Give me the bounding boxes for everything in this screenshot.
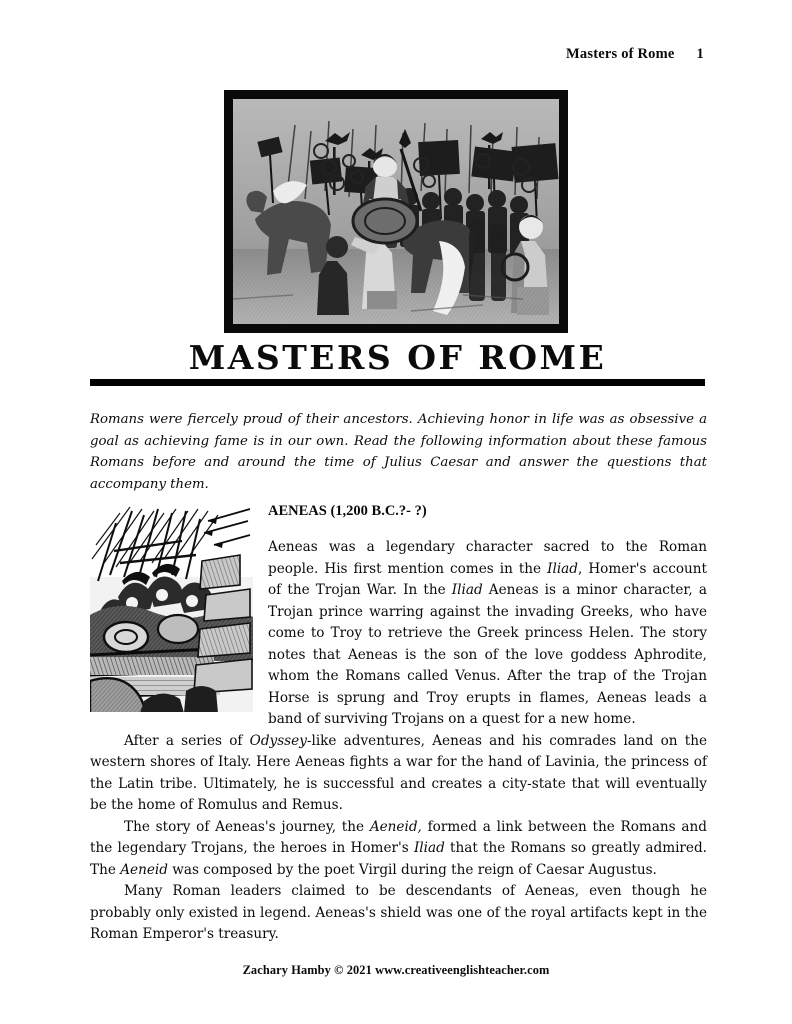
- run-italic-title: Iliad: [547, 560, 578, 577]
- roman-triumph-engraving: [233, 99, 559, 324]
- run-text: Aeneas was a legendary character sacred to the Roman people. His first mention comes in the: [268, 539, 707, 577]
- header-book-title: Masters of Rome: [566, 46, 675, 62]
- run-italic-title: Iliad: [413, 840, 445, 856]
- header-page-number: 1: [696, 46, 704, 62]
- trojan-war-woodcut: [90, 505, 253, 712]
- run-text: Many Roman leaders claimed to be descendants of Aeneas, even though he probably only existed in legend. Aeneas's shield was one of the royal artifacts kept in the Roman Emperor's treasury.: [90, 883, 707, 942]
- run-italic-title: Iliad: [451, 582, 483, 598]
- page-title: MASTERS OF ROME: [188, 338, 607, 377]
- run-italic-title: Odyssey: [249, 732, 307, 749]
- entry-body: [90, 502, 707, 946]
- run-text: formed a link between the Romans and the legendary Trojans, the heroes in Homer's: [90, 818, 707, 856]
- page-footer: Zachary Hamby © 2021 www.creativeenglishteacher.com: [242, 963, 550, 977]
- run-italic-title: Aeneid: [120, 861, 168, 878]
- entry-heading: AENEAS (1,200 B.C.?- ?): [268, 503, 427, 519]
- body-paragraph-3: [90, 817, 707, 882]
- run-text: The story of Aeneas's journey, the: [124, 818, 370, 835]
- hero-illustration: [224, 90, 568, 333]
- running-header: [566, 46, 704, 63]
- intro-paragraph: Romans were fiercely proud of their ancestors. Achieving honor in life was as obsessive a goal as achieving fame is in our own. Read the following information about these famous Romans before and around the time of Julius Caesar and answer the questions that accompany them.: [90, 412, 707, 492]
- body-paragraph-2: [90, 731, 707, 817]
- run-text: Aeneas is a minor character, a Trojan prince warring against the invading Greeks, who have come to Troy to retrieve the Greek princess Helen. The story notes that Aeneas is the son of the love goddess Aphrodite, whom the Romans called Venus. After the trap of the Trojan Horse is sprung and Troy erupts in flames, Aeneas leads a band of surviving Trojans on a quest for a new home.: [268, 582, 707, 727]
- run-text: -like adventures, Aeneas and his comrades land on the western shores of Italy. Here Aeneas fights a war for the hand of Lavinia, the princess of the Latin tribe. Ultimately, he is successful and creates a city-state that will eventually be the home of Romulus and Remus.: [90, 732, 707, 813]
- run-text: that the Romans so greatly admired. The: [90, 840, 707, 878]
- run-italic-title: Aeneid,: [369, 818, 422, 835]
- run-text: After a series of: [124, 732, 250, 749]
- run-text: was composed by the poet Virgil during the reign of Caesar Augustus.: [167, 861, 657, 878]
- title-divider-rule: [90, 379, 705, 386]
- run-text: , Homer's account of the Trojan War. In the: [268, 560, 707, 598]
- body-paragraph-4: [90, 881, 707, 946]
